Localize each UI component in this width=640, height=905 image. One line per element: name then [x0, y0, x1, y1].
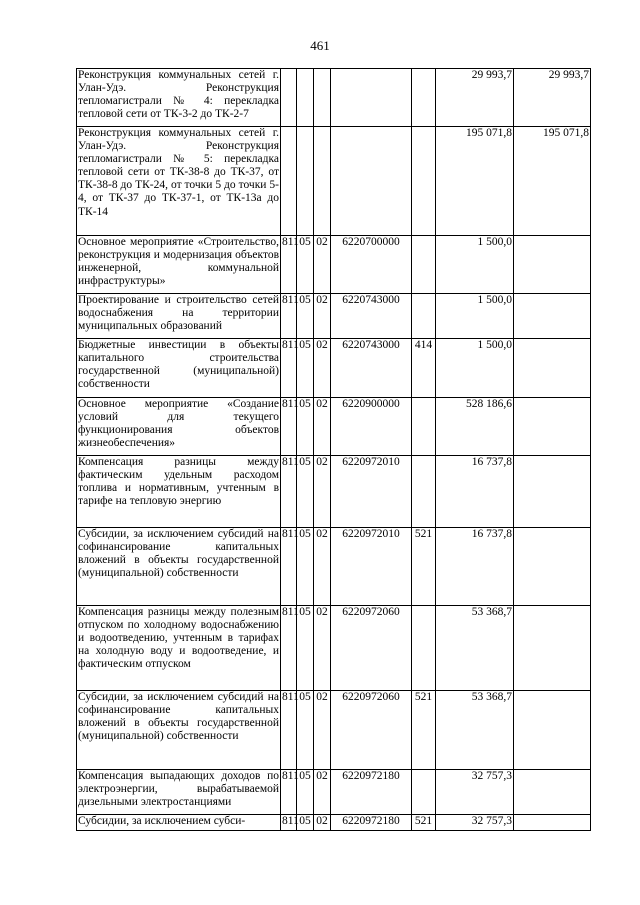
section-code: 05: [297, 398, 314, 456]
target-code: 6220743000: [331, 294, 412, 339]
target-code: 6220900000: [331, 398, 412, 456]
table-row: [77, 398, 591, 456]
section-code: [297, 127, 314, 236]
subsection-code: 02: [314, 456, 331, 528]
budget-table: [76, 68, 591, 831]
ministry-code: 811: [281, 294, 297, 339]
section-code: 05: [297, 528, 314, 606]
amount-2: [514, 606, 591, 691]
expense-type-code: [412, 294, 436, 339]
expense-type-code: [412, 456, 436, 528]
section-code: 05: [297, 236, 314, 294]
row-name: Субсидии, за исключением субси-: [77, 815, 281, 831]
amount-2: [514, 815, 591, 831]
amount-2: [514, 456, 591, 528]
target-code: 6220972010: [331, 456, 412, 528]
ministry-code: 811: [281, 528, 297, 606]
amount: 1 500,0: [436, 294, 514, 339]
amount: 528 186,6: [436, 398, 514, 456]
subsection-code: 02: [314, 398, 331, 456]
table-row: [77, 236, 591, 294]
table-row: [77, 606, 591, 691]
target-code: 6220972060: [331, 691, 412, 770]
target-code: 6220972180: [331, 815, 412, 831]
ministry-code: 811: [281, 770, 297, 815]
subsection-code: 02: [314, 294, 331, 339]
expense-type-code: 414: [412, 339, 436, 398]
amount: 32 757,3: [436, 770, 514, 815]
row-name: Проектирование и строительство сетей водоснабжения на территории муниципальных образований: [77, 294, 281, 339]
amount-2: [514, 770, 591, 815]
amount: 1 500,0: [436, 339, 514, 398]
row-name: Бюджетные инвестиции в объекты капитального строительства государственной (муниципальной) собственности: [77, 339, 281, 398]
target-code: 6220972180: [331, 770, 412, 815]
amount-2: [514, 691, 591, 770]
section-code: 05: [297, 456, 314, 528]
row-name: Компенсация разницы между фактическим удельным расходом топлива и нормативным, учтенным в тарифе на тепловую энергию: [77, 456, 281, 528]
subsection-code: 02: [314, 770, 331, 815]
target-code: [331, 127, 412, 236]
table-row: [77, 815, 591, 831]
target-code: 6220972060: [331, 606, 412, 691]
target-code: 6220972010: [331, 528, 412, 606]
section-code: 05: [297, 294, 314, 339]
amount: 16 737,8: [436, 456, 514, 528]
expense-type-code: [412, 236, 436, 294]
ministry-code: 811: [281, 691, 297, 770]
expense-type-code: [412, 398, 436, 456]
table-row: [77, 69, 591, 127]
amount: 16 737,8: [436, 528, 514, 606]
table-row: [77, 691, 591, 770]
ministry-code: 811: [281, 236, 297, 294]
expense-type-code: 521: [412, 691, 436, 770]
section-code: 05: [297, 770, 314, 815]
row-name: Реконструкция коммунальных сетей г. Улан-Удэ. Реконструкция тепломагистрали № 4: перекладка тепловой сети от ТК-3-2 до ТК-2-7: [77, 69, 281, 127]
subsection-code: [314, 127, 331, 236]
ministry-code: [281, 127, 297, 236]
row-name: Компенсация выпадающих доходов по электроэнергии, вырабатываемой дизельными электростанциями: [77, 770, 281, 815]
section-code: 05: [297, 339, 314, 398]
expense-type-code: [412, 770, 436, 815]
amount: 29 993,7: [436, 69, 514, 127]
section-code: 05: [297, 815, 314, 831]
row-name: Субсидии, за исключением субсидий на софинансирование капитальных вложений в объекты государственной (муниципальной) собственности: [77, 691, 281, 770]
row-name: Компенсация разницы между полезным отпуском по холодному водоснабжению и водоотведению, учтенным в тарифах на холодную воду и водоотведение, и фактическим отпуском: [77, 606, 281, 691]
section-code: 05: [297, 691, 314, 770]
subsection-code: 02: [314, 528, 331, 606]
target-code: 6220700000: [331, 236, 412, 294]
ministry-code: 811: [281, 339, 297, 398]
table-row: [77, 528, 591, 606]
section-code: [297, 69, 314, 127]
amount-2: [514, 528, 591, 606]
amount-2: 195 071,8: [514, 127, 591, 236]
subsection-code: 02: [314, 815, 331, 831]
target-code: [331, 69, 412, 127]
subsection-code: 02: [314, 339, 331, 398]
subsection-code: 02: [314, 691, 331, 770]
table-row: [77, 456, 591, 528]
section-code: 05: [297, 606, 314, 691]
amount: 32 757,3: [436, 815, 514, 831]
expense-type-code: [412, 69, 436, 127]
table-row: [77, 339, 591, 398]
subsection-code: 02: [314, 606, 331, 691]
ministry-code: 811: [281, 456, 297, 528]
expense-type-code: 521: [412, 815, 436, 831]
amount: 1 500,0: [436, 236, 514, 294]
expense-type-code: [412, 606, 436, 691]
subsection-code: 02: [314, 236, 331, 294]
amount-2: [514, 236, 591, 294]
table-row: [77, 127, 591, 236]
target-code: 6220743000: [331, 339, 412, 398]
ministry-code: 811: [281, 606, 297, 691]
subsection-code: [314, 69, 331, 127]
amount-2: [514, 398, 591, 456]
table-row: [77, 770, 591, 815]
amount: 53 368,7: [436, 606, 514, 691]
row-name: Реконструкция коммунальных сетей г. Улан-Удэ. Реконструкция тепломагистрали № 5: перекладка тепловой сети от ТК-38-8 до ТК-37, от ТК-38-8 до ТК-24, от точки 5 до точки 5-4, от ТК-37 до ТК-37-1, от ТК-13а до ТК-14: [77, 127, 281, 236]
ministry-code: [281, 69, 297, 127]
amount-2: 29 993,7: [514, 69, 591, 127]
table-row: [77, 294, 591, 339]
expense-type-code: [412, 127, 436, 236]
row-name: Основное мероприятие «Создание условий для текущего функционирования объектов жизнеобеспечения»: [77, 398, 281, 456]
ministry-code: 811: [281, 398, 297, 456]
ministry-code: 811: [281, 815, 297, 831]
amount: 195 071,8: [436, 127, 514, 236]
amount: 53 368,7: [436, 691, 514, 770]
row-name: Субсидии, за исключением субсидий на софинансирование капитальных вложений в объекты государственной (муниципальной) собственности: [77, 528, 281, 606]
page-number: 461: [310, 38, 330, 53]
amount-2: [514, 294, 591, 339]
amount-2: [514, 339, 591, 398]
expense-type-code: 521: [412, 528, 436, 606]
row-name: Основное мероприятие «Строительство, реконструкция и модернизация объектов инженерной, коммунальной инфраструктуры»: [77, 236, 281, 294]
